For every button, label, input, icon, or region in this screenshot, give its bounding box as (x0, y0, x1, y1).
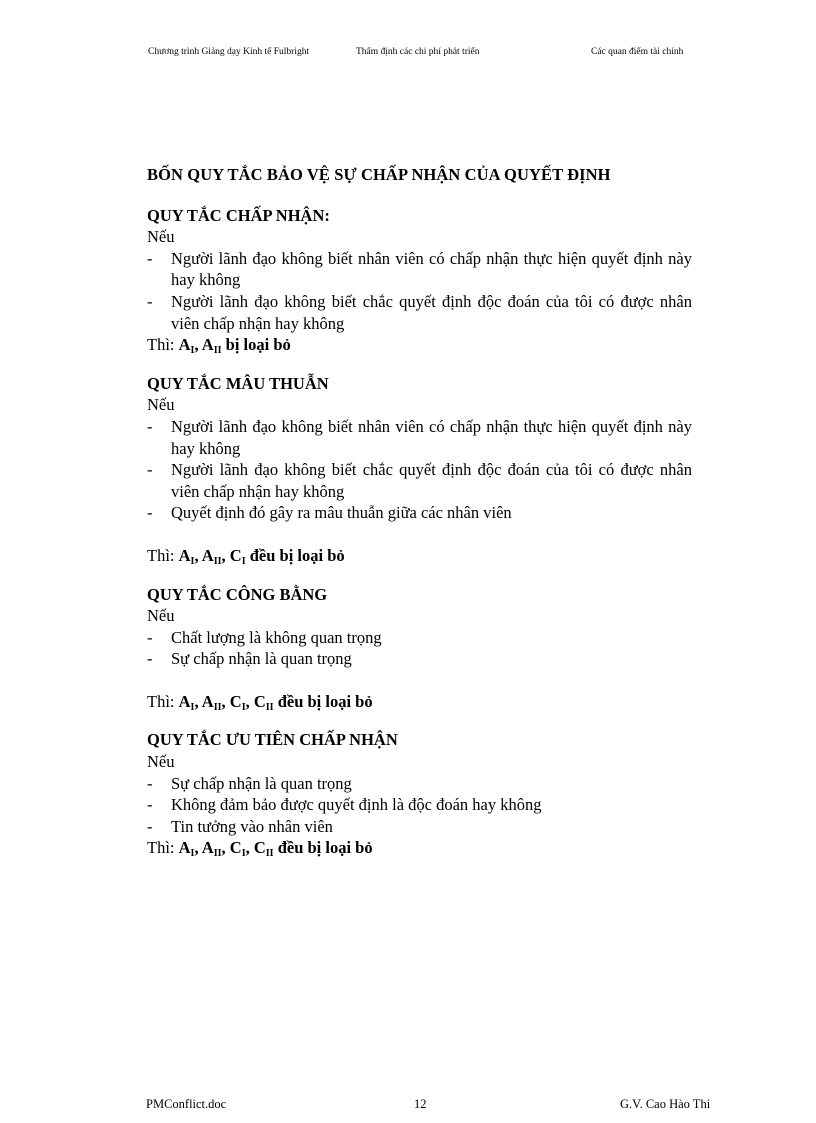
list-item (147, 291, 692, 334)
list-item (147, 502, 692, 524)
condition-list (147, 248, 692, 334)
then-line (147, 691, 692, 713)
condition-label: Nếu (147, 606, 175, 626)
list-item (147, 648, 692, 670)
bullet-dash: - (147, 291, 153, 311)
then-label: Thì: (147, 838, 175, 858)
list-item-text: Tin tưởng vào nhân viên (171, 816, 333, 836)
bullet-dash: - (147, 649, 153, 669)
condition-list (147, 627, 692, 670)
list-item (147, 773, 692, 795)
section-acceptance-rule (147, 205, 692, 356)
page-title: BỐN QUY TẮC BẢO VỆ SỰ CHẤP NHẬN CỦA QUYẾT ĐỊNH (147, 165, 611, 184)
condition-list (147, 773, 692, 838)
section-acceptance-priority-rule (147, 729, 692, 859)
section-title: QUY TẮC ƯU TIÊN CHẤP NHẬN (147, 730, 398, 750)
list-item-text: Người lãnh đạo không biết nhân viên có chấp nhận thực hiện quyết định này hay không (171, 248, 692, 290)
footer-filename: PMConflict.doc (146, 1097, 227, 1111)
then-line (147, 334, 692, 356)
list-item-text: Sự chấp nhận là quan trọng (171, 649, 352, 669)
condition-label: Nếu (147, 227, 175, 247)
bullet-dash: - (147, 248, 153, 268)
footer-page-number: 12 (414, 1097, 427, 1111)
list-item (147, 794, 692, 816)
section-title: QUY TẮC MÂU THUẪN (147, 373, 329, 393)
list-item-text: Người lãnh đạo không biết chắc quyết định độc đoán của tôi có được nhân viên chấp nhận hay không (171, 460, 692, 501)
header-right: Các quan điểm tài chính (591, 47, 684, 57)
page-body (147, 164, 692, 876)
condition-label: Nếu (147, 395, 175, 415)
then-label: Thì: (147, 335, 175, 355)
bullet-dash: - (147, 816, 153, 836)
header-middle: Thẩm định các chi phí phát triển (356, 47, 480, 57)
list-item-text: Người lãnh đạo không biết chắc quyết định độc đoán của tôi có được nhân viên chấp nhận hay không (171, 291, 692, 333)
eliminated-options: $A_I$, $A_{II}$, $C_I$, $C_{II}$ đều bị loại bỏ (178, 838, 373, 860)
section-fairness-rule (147, 584, 692, 713)
list-item (147, 459, 692, 502)
section-title: QUY TẮC CHẤP NHẬN: (147, 205, 330, 225)
header-left: Chương trình Giảng dạy Kinh tế Fulbright (148, 47, 310, 57)
list-item (147, 416, 692, 459)
list-item-text: Quyết định đó gây ra mâu thuẫn giữa các nhân viên (171, 503, 512, 523)
condition-label: Nếu (147, 752, 175, 772)
bullet-dash: - (147, 416, 153, 436)
bullet-dash: - (147, 503, 153, 523)
eliminated-options: $A_I$, $A_{II}$, $C_I$ đều bị loại bỏ (178, 545, 345, 567)
eliminated-options: $A_I$, $A_{II}$ bị loại bỏ (178, 335, 291, 357)
bullet-dash: - (147, 795, 153, 815)
list-item (147, 627, 692, 649)
list-item-text: Người lãnh đạo không biết nhân viên có chấp nhận thực hiện quyết định này hay không (171, 416, 692, 458)
condition-list (147, 416, 692, 524)
list-item-text: Sự chấp nhận là quan trọng (171, 773, 352, 793)
then-line (147, 545, 692, 567)
bullet-dash: - (147, 460, 153, 480)
then-line (147, 837, 692, 859)
list-item-text: Chất lượng là không quan trọng (171, 627, 382, 647)
then-label: Thì: (147, 691, 175, 711)
eliminated-options: $A_I$, $A_{II}$, $C_I$, $C_{II}$ đều bị loại bỏ (178, 691, 373, 713)
bullet-dash: - (147, 627, 153, 647)
bullet-dash: - (147, 773, 153, 793)
section-conflict-rule (147, 373, 692, 567)
footer-author: G.V. Cao Hào Thi (620, 1097, 711, 1111)
then-label: Thì: (147, 545, 175, 565)
list-item-text: Không đảm bảo được quyết định là độc đoán hay không (171, 795, 542, 815)
section-title: QUY TẮC CÔNG BẰNG (147, 584, 328, 604)
list-item (147, 248, 692, 291)
list-item (147, 816, 692, 838)
